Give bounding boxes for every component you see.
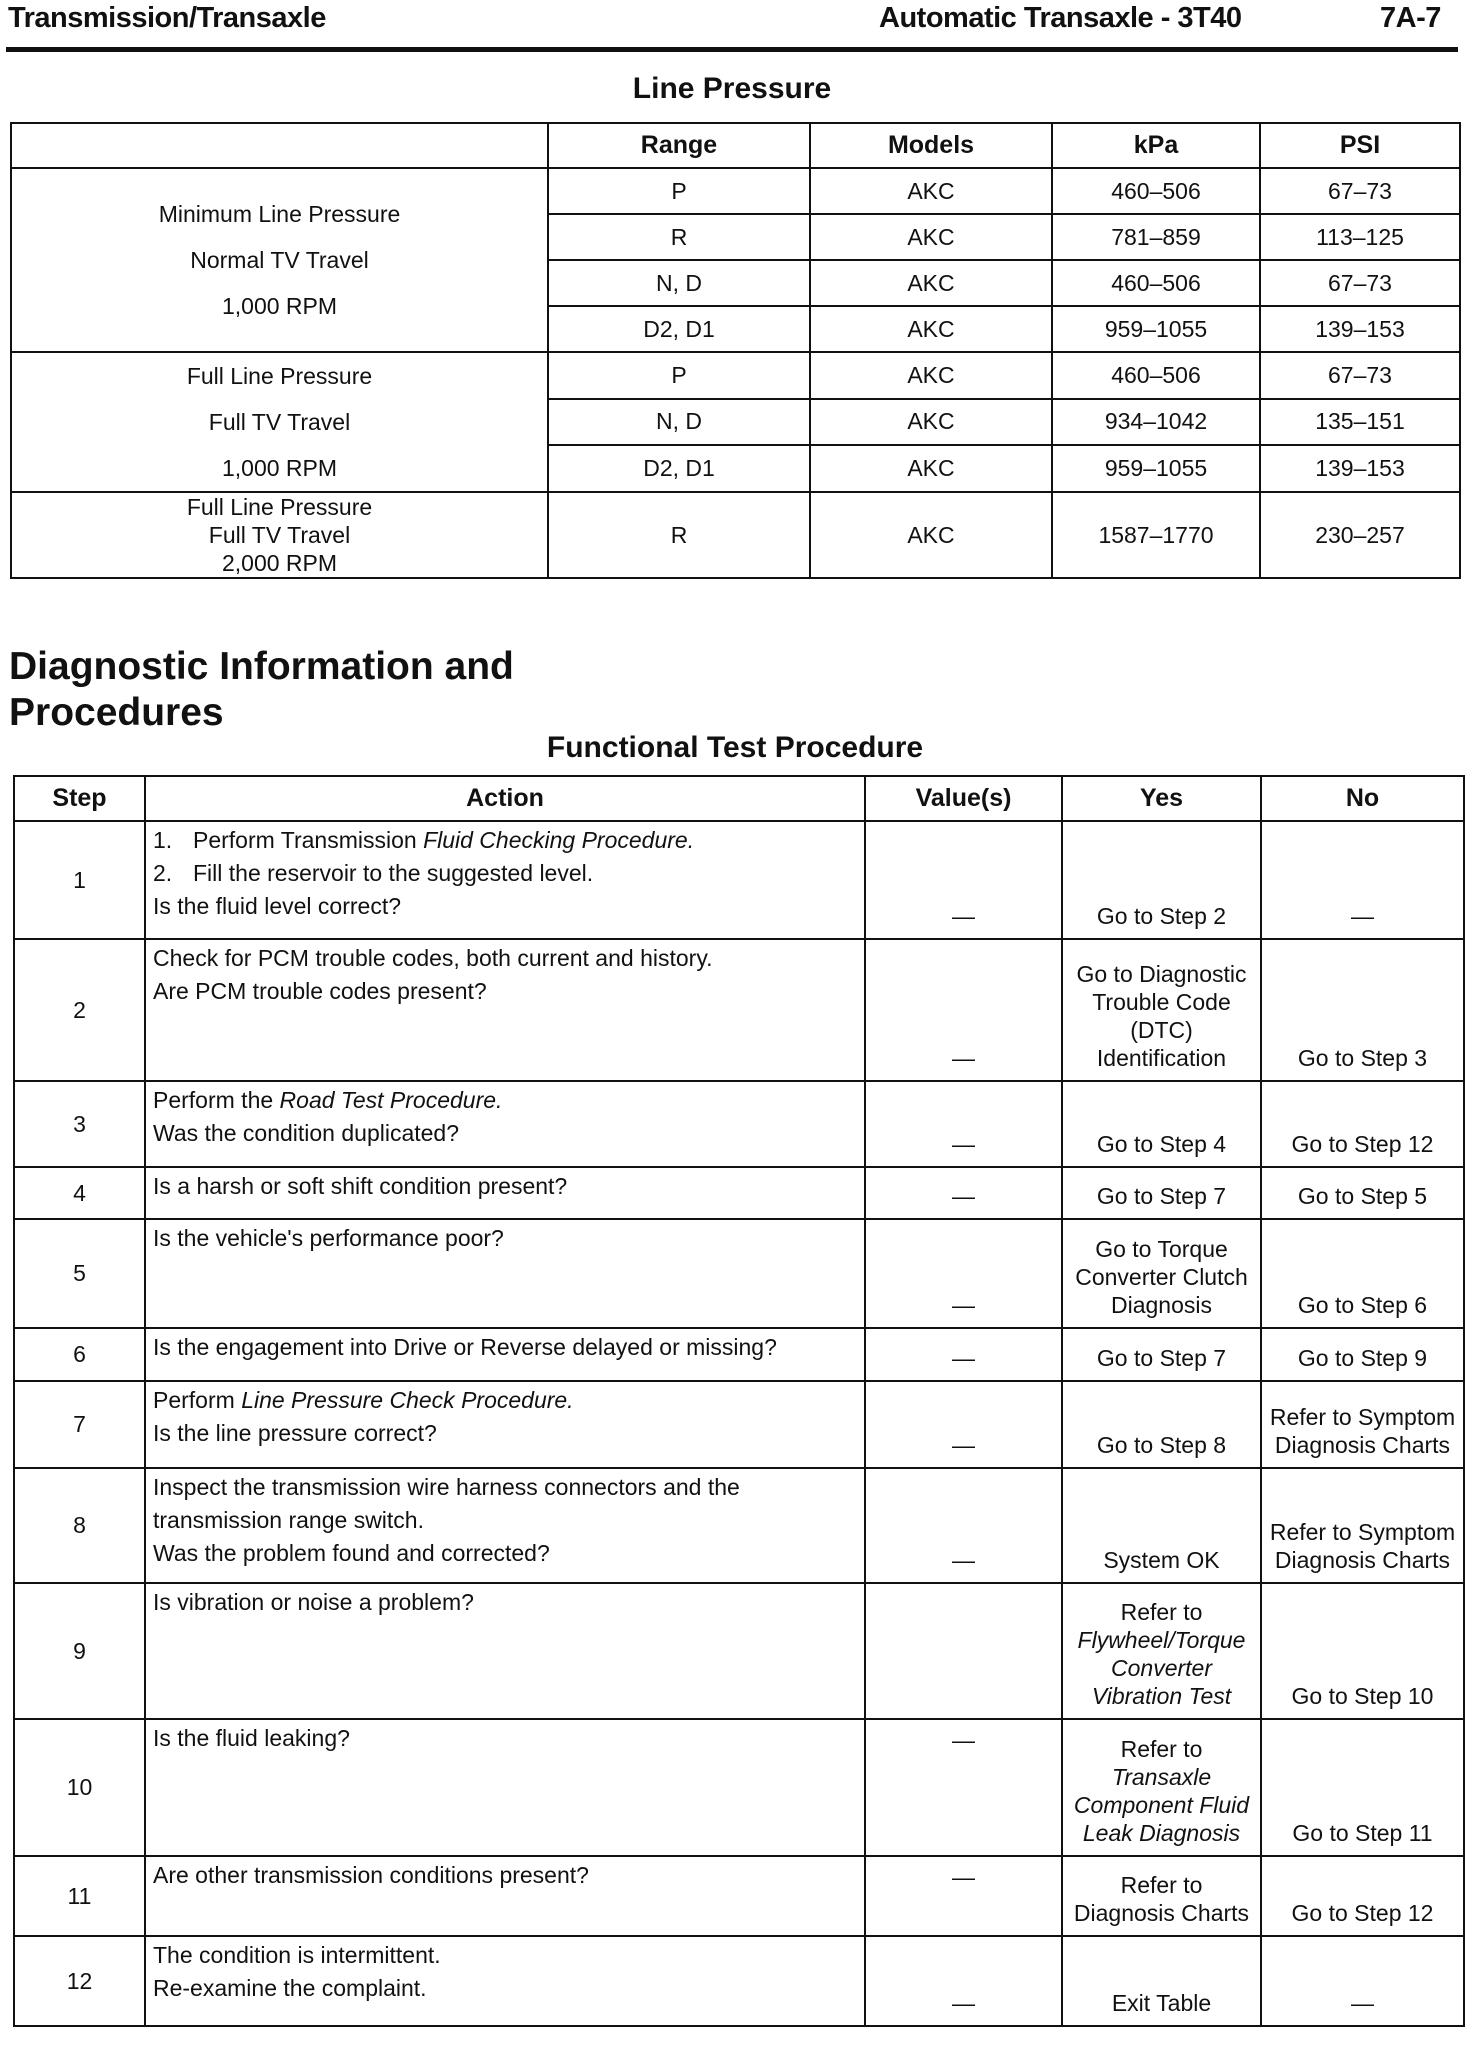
cell-kpa: 460–506 bbox=[1052, 168, 1260, 214]
text-line bbox=[1269, 1130, 1456, 1158]
column-header-models: Models bbox=[810, 123, 1052, 168]
condition-description bbox=[11, 168, 548, 352]
text-line bbox=[1269, 1044, 1456, 1072]
column-header-yes: Yes bbox=[1062, 776, 1261, 821]
procedure-reference: Line Pressure Check Procedure. bbox=[241, 1387, 574, 1413]
text-line bbox=[1070, 1626, 1253, 1654]
text-line bbox=[153, 1117, 857, 1150]
text-segment: Go to Step 8 bbox=[1096, 1432, 1227, 1458]
action-cell bbox=[145, 1856, 865, 1936]
action-cell bbox=[145, 1719, 865, 1856]
cell-kpa: 934–1042 bbox=[1052, 399, 1260, 446]
text-line bbox=[153, 1972, 857, 2005]
condition-description bbox=[11, 352, 548, 492]
text-segment: Is the line pressure correct? bbox=[153, 1420, 437, 1446]
text-segment: Refer to Symptom bbox=[1269, 1519, 1456, 1545]
text-line bbox=[1269, 1518, 1456, 1546]
no-cell bbox=[1261, 1167, 1464, 1219]
text-line bbox=[1070, 1044, 1253, 1072]
yes-cell bbox=[1062, 1856, 1261, 1936]
text-line bbox=[1070, 988, 1253, 1016]
action-cell bbox=[145, 1381, 865, 1468]
text-segment: Go to Step 7 bbox=[1096, 1183, 1227, 1209]
table-row bbox=[11, 352, 1460, 399]
value-cell: — bbox=[865, 1936, 1062, 2026]
cell-range: P bbox=[548, 352, 810, 399]
description-line: Full Line Pressure bbox=[186, 494, 373, 520]
description-line: 1,000 RPM bbox=[221, 293, 338, 319]
description-line: 1,000 RPM bbox=[221, 455, 338, 481]
text-line bbox=[153, 1084, 857, 1117]
text-line bbox=[153, 1859, 857, 1892]
value-cell: — bbox=[865, 1719, 1062, 1856]
text-line bbox=[1070, 1598, 1253, 1626]
action-cell bbox=[145, 821, 865, 939]
text-segment: Refer to Symptom bbox=[1269, 1404, 1456, 1430]
condition-description bbox=[11, 492, 548, 578]
text-line bbox=[1070, 1989, 1253, 2017]
text-segment: Go to Step 12 bbox=[1291, 1900, 1434, 1926]
section-header: Transmission/Transaxle bbox=[8, 2, 326, 34]
no-cell bbox=[1261, 1328, 1464, 1381]
procedure-reference: Road Test Procedure. bbox=[279, 1087, 503, 1113]
table-row bbox=[11, 168, 1460, 214]
text-segment: Perform the bbox=[153, 1087, 280, 1113]
cell-models: AKC bbox=[810, 214, 1052, 260]
text-segment: Are other transmission conditions present? bbox=[153, 1862, 589, 1888]
cell-kpa: 781–859 bbox=[1052, 214, 1260, 260]
text-segment: Go to Step 9 bbox=[1297, 1345, 1428, 1371]
description-line: 2,000 RPM bbox=[221, 550, 338, 576]
text-line bbox=[1269, 1291, 1456, 1319]
cell-kpa: 460–506 bbox=[1052, 260, 1260, 306]
text-segment: Diagnosis bbox=[1111, 1292, 1212, 1318]
text-line bbox=[1070, 1871, 1253, 1899]
no-cell bbox=[1261, 1583, 1464, 1719]
value-cell: — bbox=[865, 1856, 1062, 1936]
text-segment: Are PCM trouble codes present? bbox=[153, 978, 487, 1004]
text-line bbox=[153, 1471, 857, 1537]
header-rule bbox=[6, 47, 1458, 52]
text-line bbox=[1269, 1431, 1456, 1459]
text-line bbox=[1070, 1431, 1253, 1459]
no-cell bbox=[1261, 821, 1464, 939]
cell-models: AKC bbox=[810, 260, 1052, 306]
text-segment: (DTC) bbox=[1130, 1017, 1193, 1043]
text-segment: Is the vehicle's performance poor? bbox=[153, 1225, 504, 1251]
description-line: Normal TV Travel bbox=[190, 247, 369, 273]
text-line bbox=[1070, 1819, 1253, 1847]
value-cell: — bbox=[865, 1468, 1062, 1583]
text-line bbox=[1070, 1263, 1253, 1291]
text-line bbox=[153, 975, 857, 1008]
text-line bbox=[1269, 1403, 1456, 1431]
yes-cell bbox=[1062, 821, 1261, 939]
text-segment: Go to Torque bbox=[1095, 1236, 1228, 1262]
text-line bbox=[153, 1586, 857, 1619]
step-number: 5 bbox=[14, 1219, 145, 1328]
value-cell: — bbox=[865, 1167, 1062, 1219]
cell-psi: 139–153 bbox=[1260, 306, 1460, 352]
text-segment: Go to Step 4 bbox=[1096, 1131, 1227, 1157]
column-header-no: No bbox=[1261, 776, 1464, 821]
text-line bbox=[1070, 1016, 1253, 1044]
text-segment: Re-examine the complaint. bbox=[153, 1975, 427, 2001]
text-segment: Go to Step 10 bbox=[1291, 1683, 1434, 1709]
step-number: 10 bbox=[14, 1719, 145, 1856]
action-cell bbox=[145, 939, 865, 1081]
cell-kpa: 959–1055 bbox=[1052, 306, 1260, 352]
table-row bbox=[14, 1856, 1464, 1936]
cell-models: AKC bbox=[810, 306, 1052, 352]
yes-cell bbox=[1062, 1081, 1261, 1167]
description-line: Full TV Travel bbox=[208, 522, 351, 548]
text-line bbox=[1070, 902, 1253, 930]
list-number: 2. bbox=[153, 860, 173, 886]
yes-cell bbox=[1062, 1381, 1261, 1468]
text-line bbox=[1269, 1819, 1456, 1847]
text-line bbox=[1070, 1682, 1253, 1710]
text-segment: Perform bbox=[153, 1387, 242, 1413]
cell-psi: 67–73 bbox=[1260, 352, 1460, 399]
cell-psi: 135–151 bbox=[1260, 399, 1460, 446]
text-line bbox=[153, 1331, 857, 1364]
text-line bbox=[1070, 1763, 1253, 1791]
table-row bbox=[14, 1719, 1464, 1856]
yes-cell bbox=[1062, 939, 1261, 1081]
step-number: 1 bbox=[14, 821, 145, 939]
text-line bbox=[153, 1170, 857, 1203]
text-segment: Perform Transmission bbox=[193, 827, 424, 853]
text-line bbox=[1070, 1735, 1253, 1763]
table-row bbox=[14, 1328, 1464, 1381]
step-number: 12 bbox=[14, 1936, 145, 2026]
text-line bbox=[1269, 1989, 1456, 2017]
text-segment: Converter Clutch bbox=[1075, 1264, 1248, 1290]
no-cell bbox=[1261, 1081, 1464, 1167]
text-line bbox=[153, 824, 857, 857]
diagnostic-heading bbox=[9, 644, 514, 736]
no-cell bbox=[1261, 1856, 1464, 1936]
text-segment: Check for PCM trouble codes, both current and history. bbox=[153, 945, 713, 971]
step-number: 11 bbox=[14, 1856, 145, 1936]
action-cell bbox=[145, 1167, 865, 1219]
no-cell bbox=[1261, 1381, 1464, 1468]
table-row bbox=[14, 1081, 1464, 1167]
text-line bbox=[1269, 1182, 1456, 1210]
heading-line: Diagnostic Information and bbox=[9, 645, 514, 688]
text-segment: Go to Step 2 bbox=[1096, 903, 1227, 929]
cell-range: P bbox=[548, 168, 810, 214]
column-header-values: Value(s) bbox=[865, 776, 1062, 821]
text-segment: Is the engagement into Drive or Reverse delayed or missing? bbox=[153, 1334, 777, 1360]
text-line bbox=[153, 890, 857, 923]
functional-test-title: Functional Test Procedure bbox=[546, 731, 924, 764]
text-line bbox=[1269, 1899, 1456, 1927]
no-cell bbox=[1261, 939, 1464, 1081]
cell-range: N, D bbox=[548, 399, 810, 446]
text-segment: Diagnosis Charts bbox=[1073, 1900, 1250, 1926]
no-cell bbox=[1261, 1219, 1464, 1328]
step-number: 6 bbox=[14, 1328, 145, 1381]
text-line bbox=[1269, 902, 1456, 930]
text-segment: Fill the reservoir to the suggested level. bbox=[193, 860, 594, 886]
text-line bbox=[153, 1537, 857, 1570]
cell-models: AKC bbox=[810, 168, 1052, 214]
text-segment: Go to Step 6 bbox=[1297, 1292, 1428, 1318]
column-header-kpa: kPa bbox=[1052, 123, 1260, 168]
text-segment: Refer to bbox=[1120, 1736, 1203, 1762]
text-line bbox=[1070, 1130, 1253, 1158]
text-segment: Inspect the transmission wire harness connectors and the transmission range switch. bbox=[153, 1474, 740, 1533]
table-row bbox=[14, 1167, 1464, 1219]
no-cell bbox=[1261, 1468, 1464, 1583]
text-line bbox=[1269, 1344, 1456, 1372]
text-segment: Is the fluid leaking? bbox=[153, 1725, 350, 1751]
cell-psi: 113–125 bbox=[1260, 214, 1460, 260]
procedure-reference: Flywheel/Torque bbox=[1077, 1627, 1246, 1653]
page-number: 7A-7 bbox=[1380, 2, 1441, 34]
cell-range: N, D bbox=[548, 260, 810, 306]
cell-models: AKC bbox=[810, 492, 1052, 578]
table-row bbox=[14, 1583, 1464, 1719]
text-segment: Is the fluid level correct? bbox=[153, 893, 402, 919]
step-number: 9 bbox=[14, 1583, 145, 1719]
table-row bbox=[14, 1219, 1464, 1328]
text-segment: The condition is intermittent. bbox=[153, 1942, 441, 1968]
cell-psi: 67–73 bbox=[1260, 168, 1460, 214]
yes-cell bbox=[1062, 1936, 1261, 2026]
table-row bbox=[14, 1936, 1464, 2026]
text-segment: Is a harsh or soft shift condition present? bbox=[153, 1173, 568, 1199]
text-segment: Identification bbox=[1096, 1045, 1227, 1071]
cell-range: R bbox=[548, 214, 810, 260]
functional-test-table bbox=[13, 775, 1465, 2027]
no-cell bbox=[1261, 1719, 1464, 1856]
text-line bbox=[1070, 1291, 1253, 1319]
procedure-reference: Converter bbox=[1111, 1655, 1212, 1681]
step-number: 3 bbox=[14, 1081, 145, 1167]
text-segment: — bbox=[1351, 903, 1374, 929]
cell-kpa: 460–506 bbox=[1052, 352, 1260, 399]
text-segment: Was the problem found and corrected? bbox=[153, 1540, 550, 1566]
cell-psi: 67–73 bbox=[1260, 260, 1460, 306]
action-cell bbox=[145, 1583, 865, 1719]
description-line: Full TV Travel bbox=[208, 409, 351, 435]
column-header-step: Step bbox=[14, 776, 145, 821]
text-segment: System OK bbox=[1103, 1547, 1220, 1573]
action-cell bbox=[145, 1328, 865, 1381]
text-segment: Diagnosis Charts bbox=[1274, 1547, 1451, 1573]
text-segment: — bbox=[1351, 1990, 1374, 2016]
cell-kpa: 959–1055 bbox=[1052, 445, 1260, 492]
cell-models: AKC bbox=[810, 445, 1052, 492]
cell-psi: 139–153 bbox=[1260, 445, 1460, 492]
text-line bbox=[153, 942, 857, 975]
yes-cell bbox=[1062, 1219, 1261, 1328]
yes-cell bbox=[1062, 1328, 1261, 1381]
procedure-reference: Transaxle bbox=[1111, 1764, 1212, 1790]
value-cell: — bbox=[865, 1381, 1062, 1468]
cell-models: AKC bbox=[810, 399, 1052, 446]
text-line bbox=[1070, 1899, 1253, 1927]
column-header-range: Range bbox=[548, 123, 810, 168]
text-line bbox=[153, 1222, 857, 1255]
text-line bbox=[153, 1722, 857, 1755]
text-line bbox=[153, 1939, 857, 1972]
text-line bbox=[1070, 960, 1253, 988]
table-row bbox=[14, 1468, 1464, 1583]
text-segment: Refer to bbox=[1120, 1599, 1203, 1625]
text-line bbox=[153, 1417, 857, 1450]
line-pressure-title: Line Pressure bbox=[632, 72, 832, 105]
column-header-action: Action bbox=[145, 776, 865, 821]
step-number: 4 bbox=[14, 1167, 145, 1219]
no-cell bbox=[1261, 1936, 1464, 2026]
yes-cell bbox=[1062, 1167, 1261, 1219]
procedure-reference: Leak Diagnosis bbox=[1082, 1820, 1241, 1846]
procedure-reference: Component Fluid bbox=[1073, 1792, 1250, 1818]
step-number: 7 bbox=[14, 1381, 145, 1468]
text-line bbox=[1070, 1235, 1253, 1263]
cell-range: D2, D1 bbox=[548, 445, 810, 492]
action-cell bbox=[145, 1219, 865, 1328]
text-line bbox=[153, 1384, 857, 1417]
text-segment: Go to Step 5 bbox=[1297, 1183, 1428, 1209]
text-segment: Go to Step 7 bbox=[1096, 1345, 1227, 1371]
table-row bbox=[14, 939, 1464, 1081]
text-line bbox=[1070, 1546, 1253, 1574]
yes-cell bbox=[1062, 1468, 1261, 1583]
text-line bbox=[1269, 1546, 1456, 1574]
procedure-reference: Vibration Test bbox=[1091, 1683, 1232, 1709]
step-number: 8 bbox=[14, 1468, 145, 1583]
action-cell bbox=[145, 1081, 865, 1167]
value-cell: — bbox=[865, 1328, 1062, 1381]
value-cell: — bbox=[865, 821, 1062, 939]
yes-cell bbox=[1062, 1583, 1261, 1719]
text-segment: Go to Step 11 bbox=[1292, 1820, 1433, 1846]
value-cell: — bbox=[865, 939, 1062, 1081]
text-line bbox=[1070, 1182, 1253, 1210]
text-segment: Refer to bbox=[1120, 1872, 1203, 1898]
value-cell bbox=[865, 1583, 1062, 1719]
text-segment: Was the condition duplicated? bbox=[153, 1120, 460, 1146]
heading-line: Procedures bbox=[9, 691, 224, 734]
action-cell bbox=[145, 1468, 865, 1583]
text-segment: Is vibration or noise a problem? bbox=[153, 1589, 474, 1615]
step-number: 2 bbox=[14, 939, 145, 1081]
table-row bbox=[14, 1381, 1464, 1468]
text-segment: Diagnosis Charts bbox=[1274, 1432, 1451, 1458]
text-line bbox=[1070, 1791, 1253, 1819]
text-segment: Go to Step 12 bbox=[1291, 1131, 1434, 1157]
procedure-reference: Fluid Checking Procedure. bbox=[423, 827, 695, 853]
cell-kpa: 1587–1770 bbox=[1052, 492, 1260, 578]
chapter-title: Automatic Transaxle - 3T40 bbox=[879, 2, 1242, 34]
text-segment: Go to Diagnostic bbox=[1076, 961, 1247, 987]
column-header-psi: PSI bbox=[1260, 123, 1460, 168]
description-line: Minimum Line Pressure bbox=[158, 201, 401, 227]
table-row bbox=[14, 821, 1464, 939]
list-number: 1. bbox=[153, 827, 173, 853]
action-cell bbox=[145, 1936, 865, 2026]
text-line bbox=[153, 857, 857, 890]
cell-range: R bbox=[548, 492, 810, 578]
line-pressure-table bbox=[10, 122, 1461, 579]
description-line: Full Line Pressure bbox=[186, 363, 373, 389]
text-segment: Go to Step 3 bbox=[1297, 1045, 1428, 1071]
text-segment: Exit Table bbox=[1111, 1990, 1212, 2016]
cell-psi: 230–257 bbox=[1260, 492, 1460, 578]
text-line bbox=[1269, 1682, 1456, 1710]
text-line bbox=[1070, 1654, 1253, 1682]
value-cell: — bbox=[865, 1219, 1062, 1328]
yes-cell bbox=[1062, 1719, 1261, 1856]
table-row bbox=[11, 492, 1460, 578]
cell-range: D2, D1 bbox=[548, 306, 810, 352]
text-segment: Trouble Code bbox=[1092, 989, 1231, 1015]
cell-models: AKC bbox=[810, 352, 1052, 399]
text-line bbox=[1070, 1344, 1253, 1372]
value-cell: — bbox=[865, 1081, 1062, 1167]
column-header-description bbox=[11, 123, 548, 168]
